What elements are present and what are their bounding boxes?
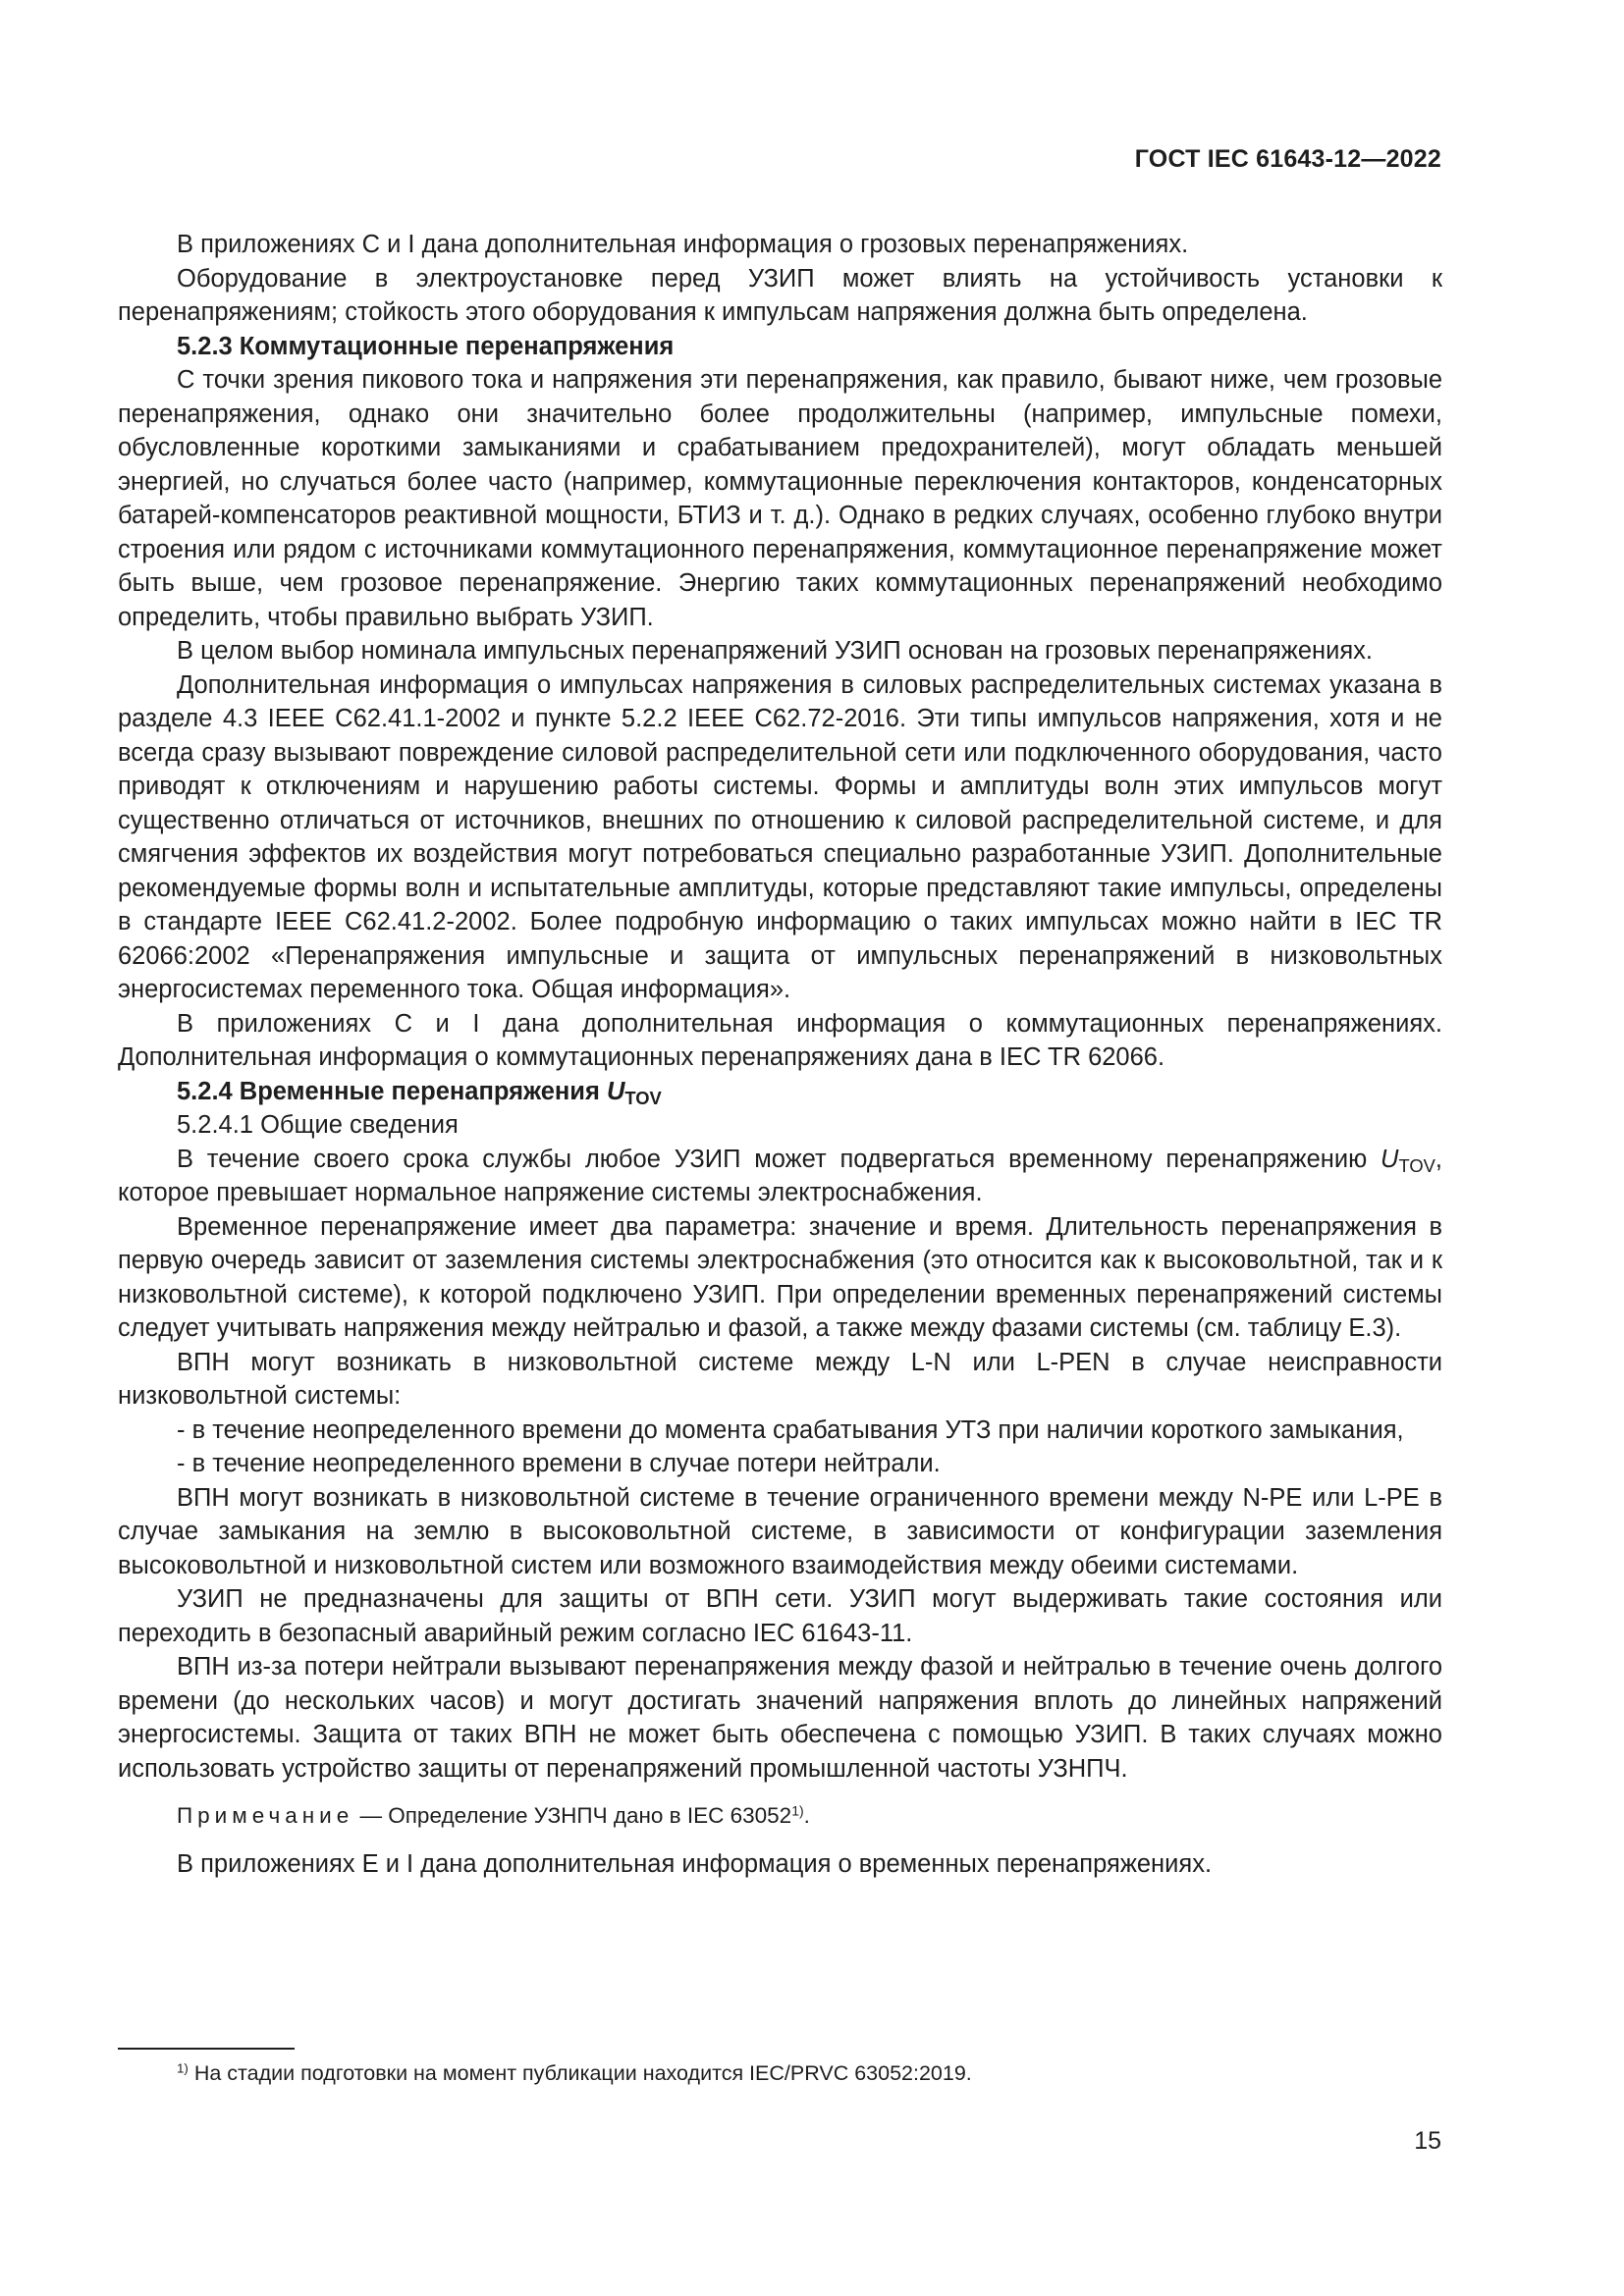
paragraph: В приложениях С и I дана дополнительная информация о грозовых перенапряжениях. [177, 231, 1189, 258]
section-title-text: 5.2.4 Временные перенапряжения [177, 1077, 600, 1105]
footnote-reference: 1) [791, 1802, 804, 1819]
tov-subscript: TOV [624, 1087, 662, 1108]
paragraph: В целом выбор номинала импульсных перенапряжений УЗИП основан на грозовых перенапряжениях. [177, 637, 1373, 665]
paragraph: С точки зрения пикового тока и напряжения эти перенапряжения, как правило, бывают ниже, чем грозовые перенапряжения, однако они значительно более продолжительны (например, импульсные помехи, обусловленные короткими замыканиями и срабатыванием предохранителей), могут обладать меньшей энергией, но случаться более часто (например, коммутационные переключения контакторов, конденсаторных батарей-компенсаторов реактивной мощности, БТИЗ и т. д.). Однако в редких случаях, особенно глубоко внутри строения или рядом с источниками коммутационного перенапряжения, коммутационное перенапряжение может быть выше, чем грозовое перенапряжение. Энергию таких коммутационных перенапряжений необходимо определить, чтобы правильно выбрать УЗИП. [118, 366, 1442, 631]
tov-comma: , [1435, 1145, 1442, 1173]
footnote-text: На стадии подготовки на момент публикации находится IEC/PRVC 63052:2019. [193, 2061, 972, 2085]
paragraph: УЗИП не предназначены для защиты от ВПН сети. УЗИП могут выдерживать такие состояния или переходить в безопасный аварийный режим согласно IEC 61643-11. [118, 1585, 1442, 1647]
standard-code-header: ГОСТ IEC 61643-12—2022 [1134, 145, 1441, 173]
paragraph: Дополнительная информация о импульсах напряжения в силовых распределительных системах указана в разделе 4.3 IEEE C62.41.1-2002 и пункте 5.2.2 IEEE C62.72-2016. Эти типы импульсов напряжения, хотя и не всегда сразу вызывают повреждение силовой распределительной сети или подключенного оборудования, часто приводят к отключениям и нарушению работы системы. Формы и амплитуды волн этих импульсов могут существенно отличаться от источников, внешних по отношению к силовой распределительной системе, и для смягчения эффектов их воздействия могут потребоваться специально разработанные УЗИП. Дополнительные рекомендуемые формы волн и испытательные амплитуды, которые представляют такие импульсы, определены в стандарте IEEE C62.41.2-2002. Более подробную информацию о таких импульсах можно найти в IEC TR 62066:2002 «Перенапряжения импульсные и защита от импульсных перенапряжений в низковольтных энергосистемах переменного тока. Общая информация». [118, 670, 1442, 1003]
section-heading-5-2-3: 5.2.3 Коммутационные перенапряжения [177, 332, 675, 360]
paragraph: ВПН могут возникать в низковольтной системе в течение ограниченного времени между N-PE или L-PE в случае замыкания на землю в высоковольтной системе, в зависимости от конфигурации заземления высоковольтной и низковольтной систем или возможного взаимодействия между обеими системами. [118, 1483, 1442, 1579]
paragraph: ВПН могут возникать в низковольтной системе между L-N или L-PEN в случае неисправности низковольтной системы: [118, 1348, 1442, 1410]
paragraph: В приложениях Е и I дана дополнительная информация о временных перенапряжениях. [177, 1849, 1213, 1878]
document-body [118, 228, 1442, 1881]
footnote [177, 2059, 972, 2087]
tov-tail-text: которое превышает нормальное напряжение системы электроснабжения. [118, 1179, 983, 1206]
paragraph: В приложениях С и I дана дополнительная информация о коммутационных перенапряжениях. Дополнительная информация о коммутационных перенапряжениях дана в IEC TR 62066. [118, 1009, 1442, 1071]
note-label: Примечание [177, 1803, 354, 1828]
section-heading-5-2-4 [118, 1075, 1442, 1109]
tov-subscript: TOV [1398, 1154, 1435, 1176]
tov-lead-text: В течение своего срока службы любое УЗИП может подвергаться временному перенапряжению [177, 1145, 1368, 1173]
paragraph: Временное перенапряжение имеет два параметра: значение и время. Длительность перенапряжения в первую очередь зависит от заземления системы электроснабжения (это относится как к высоковольтной, так и к низковольтной системе), к которой подключено УЗИП. При определении временных перенапряжений системы следует учитывать напряжения между нейтралью и фазой, а также между фазами системы (см. таблицу Е.3). [118, 1212, 1442, 1342]
paragraph: ВПН из-за потери нейтрали вызывают перенапряжения между фазой и нейтралью в течение очень долгого времени (до нескольких часов) и могут достигать значений напряжения вплоть до линейных напряжений энергосистемы. Защита от таких ВПН не может быть обеспечена с помощью УЗИП. В таких случаях можно использовать устройство защиты от перенапряжений промышленной частоты УЗНПЧ. [118, 1653, 1442, 1783]
tov-symbol: U [606, 1077, 625, 1105]
note-end: . [803, 1803, 810, 1828]
paragraph: Оборудование в электроустановке перед УЗИП может влиять на устойчивость установки к перенапряжениям; стойкость этого оборудования к импульсам напряжения должна быть определена. [118, 264, 1442, 326]
list-item: - в течение неопределенного времени в случае потери нейтрали. [177, 1450, 941, 1477]
subsection-heading-5-2-4-1: 5.2.4.1 Общие сведения [177, 1111, 459, 1139]
footnote-marker: 1) [177, 2060, 189, 2076]
tov-symbol: U [1380, 1145, 1399, 1173]
note [118, 1799, 1442, 1834]
page-number: 15 [1414, 2127, 1441, 2155]
paragraph-tov [118, 1143, 1442, 1210]
footnote-divider [118, 2048, 295, 2050]
list-item: - в течение неопределенного времени до момента срабатывания УТЗ при наличии короткого замыкания, [177, 1415, 1404, 1444]
note-text: — Определение УЗНПЧ дано в IEC 63052 [359, 1803, 792, 1828]
